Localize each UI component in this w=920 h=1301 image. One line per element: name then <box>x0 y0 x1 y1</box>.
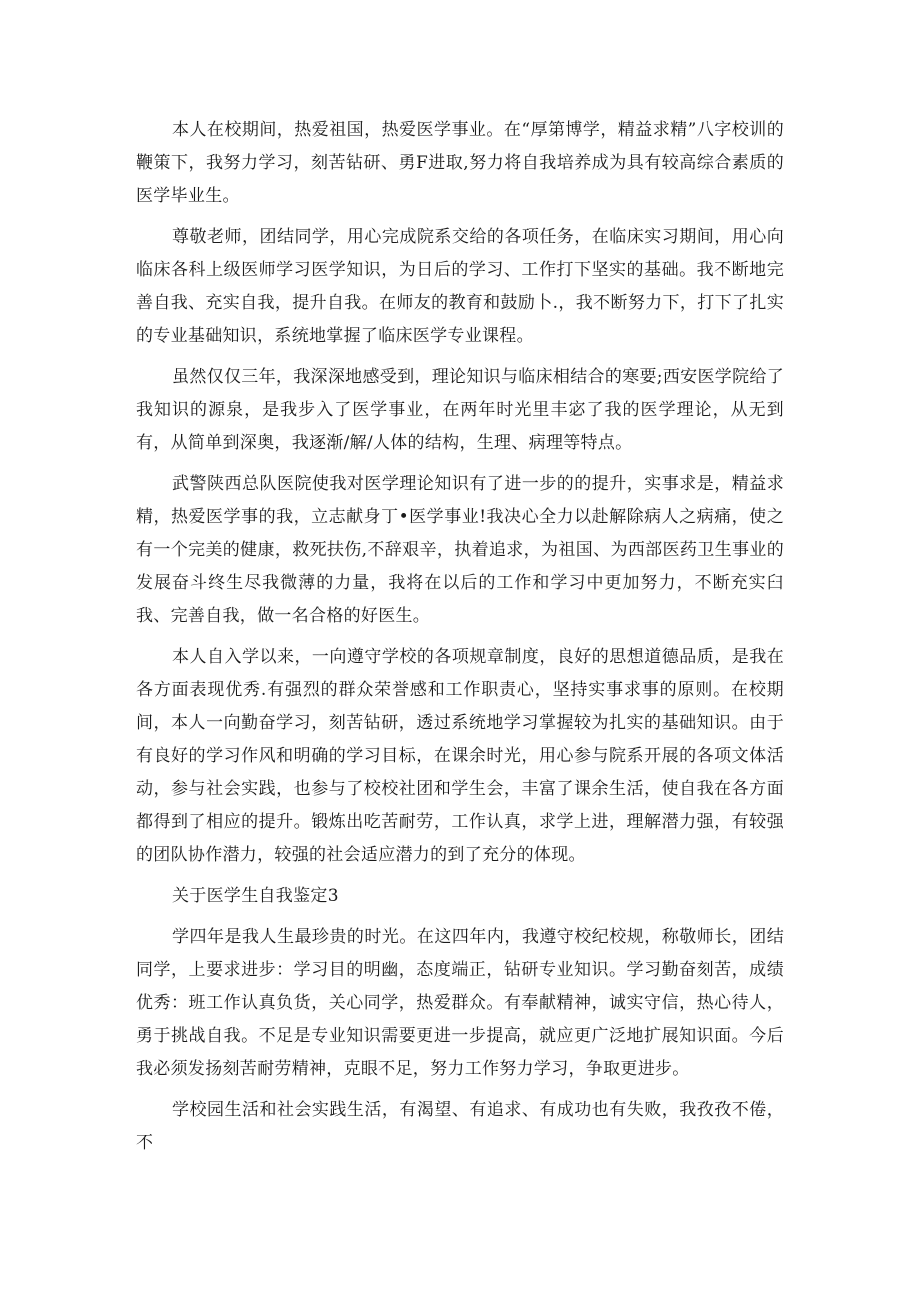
paragraph-6: 学四年是我人生最珍贵的时光。在这四年内，我遵守校纪校规，称敬师长，团结同学，上要求进步：学习目的明幽，态度端正，钻研专业知识。学习勤奋刻苦，成绩优秀：班工作认真负货，关心同学，热爱群众。有奉献精神，诚实守信，热心待人，勇于挑战自我。不足是专业知识需要更进一步提高，就应更广泛地扩展知识面。今后我必须发扬刻苦耐劳精神，克眼不足，努力工作努力学习，争取更进步。 <box>136 927 784 1079</box>
section-heading: 关于医学生自我鉴定3 <box>172 886 339 906</box>
paragraph-1: 本人在校期间，热爱祖国，热爱医学事业。在“厚第博学，精益求精”八字校训的鞭策下，我努力学习，刻苦钻研、勇F进取,努力将自我培养成为具有较高综合素质的医学毕业生。 <box>136 120 784 206</box>
paragraph-4: 武警陕西总队医院使我对医学理论知识有了进一步的的提升，实事求是，精益求精，热爱医学事的我，立志献身丁•医学事业!我决心全力以赴解除病人之病痛，使之有一个完美的健康，救死扶伤,不辞艰辛，执着追求，为祖国、为西部医药卫生事业的发展奋斗终生尽我微薄的力量，我将在以后的工作和学习中更加努力，不断充实臼我、完善自我，做一名合格的好医生。 <box>136 474 784 626</box>
document-body <box>136 114 784 1168</box>
paragraph-3: 虽然仅仅三年，我深深地感受到，理论知识与临床相结合的寒要;西安医学院给了我知识的源泉，是我步入了医学事业，在两年时光里丰宓了我的医学理论，从无到有，从简单到深奥，我逐渐/解/人体的结构，生理、病理等特点。 <box>136 367 784 453</box>
paragraph-2: 尊敬老师，团结同学，用心完成院系交给的各项任务，在临床实习期间，用心向临床各科上级医师学习医学知识，为日后的学习、工作打下坚实的基础。我不断地完善自我、充实自我，提升自我。在师友的教育和鼓励卜.，我不断努力下，打下了扎实的专业基础知识，系统地掌握了临床医学专业课程。 <box>136 227 784 346</box>
paragraph-7: 学校园生活和社会实践生活，有渴望、有追求、有成功也有失败，我孜孜不倦，不 <box>136 1100 784 1153</box>
paragraph-5: 本人自入学以来，一向遵守学校的各项规章制度，良好的思想道德品质，是我在各方面表现优秀.有强烈的群众荣誉感和工作职责心，坚持实事求事的原则。在校期间，本人一向勤奋学习，刻苦钻研，透过系统地学习掌握较为扎实的基础知识。由于有良好的学习作风和明确的学习目标，在课余时光，用心参与院系开展的各项文体活动，参与社会实践，也参与了校校社团和学生会，丰富了课余生活，使自我在各方面都得到了相应的提升。锻炼出吃苦耐劳，工作认真，求学上进，理解潜力强，有较强的团队协作潜力，较强的社会适应潜力的到了充分的体现。 <box>136 647 784 865</box>
